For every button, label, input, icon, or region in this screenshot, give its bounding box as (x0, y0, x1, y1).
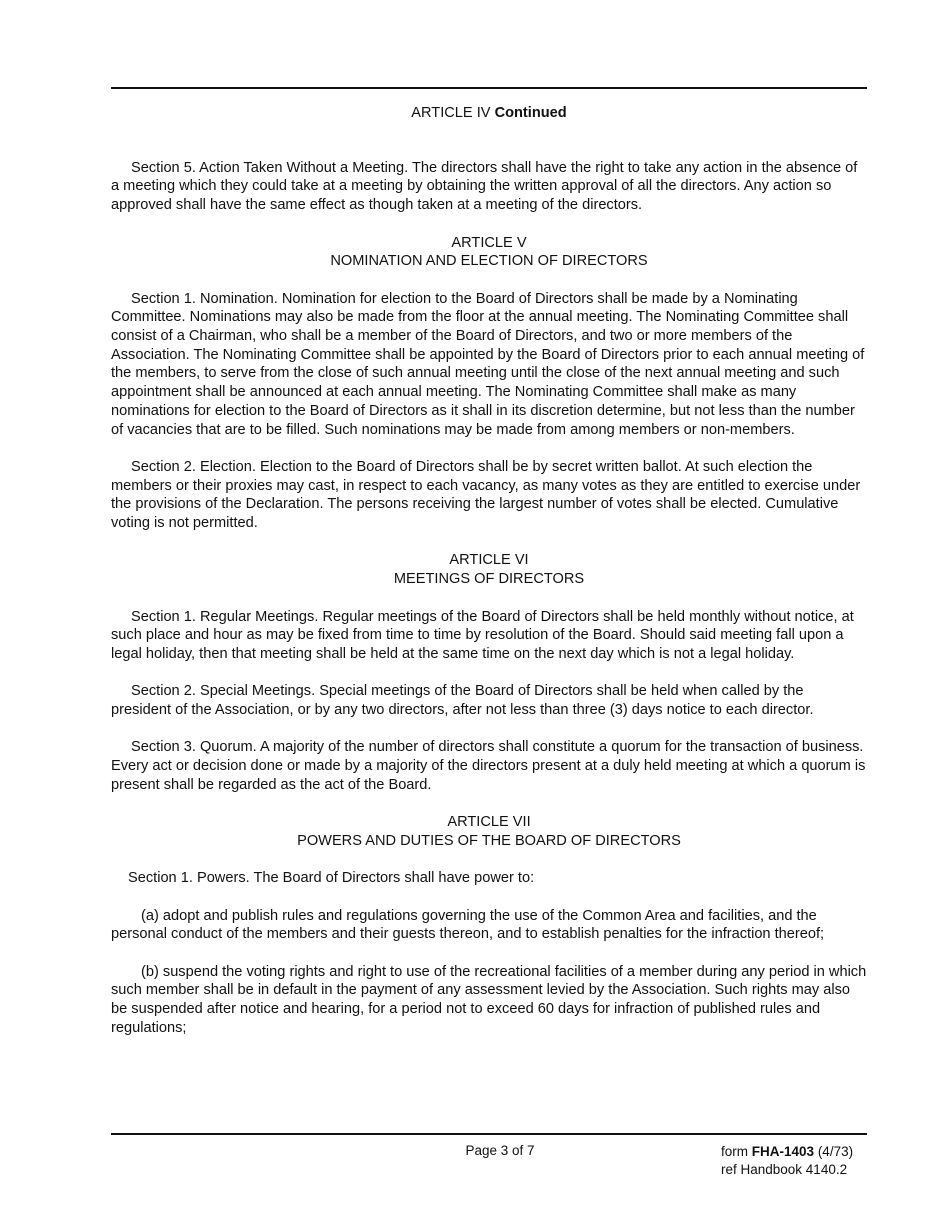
article-vii-item-b: (b) suspend the voting rights and right to use of the recreational facilities of a member during any period in which such member shall be in default in the payment of any assessment levied by the Association. Such rights may also be suspended after notice and hearing, for a period not to exceed 60 days for infraction of published rules and regulations; (111, 963, 867, 1036)
form-reference (721, 1143, 853, 1178)
form-date: (4/73) (817, 1144, 854, 1159)
article-v-section-1: Section 1. Nomination. Nomination for election to the Board of Directors shall be made by a Nominating Committee. Nominations may also be made from the floor at the annual meeting. The Nominating Committee shall consist of a Chairman, who shall be a member of the Board of Directors, and two or more members of the Association. The Nominating Committee shall be appointed by the Board of Directors prior to each annual meeting of the members, to serve from the close of such annual meeting until the close of the next annual meeting and such appointment shall be announced at each annual meeting. The Nominating Committee shall make as many nominations for election to the Board of Directors as it shall in its discretion determine, but not less than the number of vacancies that are to be filled. Such nominations may be made from among members or non-members. (111, 290, 865, 438)
document-body (111, 104, 867, 1038)
article-v-subtitle: NOMINATION AND ELECTION OF DIRECTORS (330, 253, 648, 270)
article-iv-section-5: Section 5. Action Taken Without a Meeting. The directors shall have the right to take any action in the absence of a meeting which they could take at a meeting by obtaining the written approval of all the directors. Any action so approved shall have the same effect as though taken at a meeting of the directors. (111, 159, 858, 214)
page-number: Page 3 of 7 (465, 1143, 535, 1158)
article-v-section-2: Section 2. Election. Election to the Board of Directors shall be by secret written ballot. At such election the members or their proxies may cast, in respect to each vacancy, as many votes as they are entitled to exercise under the provisions of the Declaration. The persons receiving the largest number of votes shall be elected. Cumulative voting is not permitted. (111, 458, 861, 532)
article-vi-section-2: Section 2. Special Meetings. Special meetings of the Board of Directors shall be held when called by the president of the Association, or by any two directors, after not less than three (3) days notice to each director. (111, 683, 814, 718)
article-vii-title: ARTICLE VII (447, 814, 531, 831)
article-vi-section-1: Section 1. Regular Meetings. Regular meetings of the Board of Directors shall be held monthly without notice, at such place and hour as may be fixed from time to time by resolution of the Board. Should said meeting fall upon a legal holiday, then that meeting shall be held at the same time on the next day which is not a legal holiday. (111, 608, 854, 662)
footer-rule (111, 1133, 867, 1135)
continued-label: Continued (494, 105, 567, 121)
form-number: FHA-1403 (751, 1144, 815, 1159)
article-v-title: ARTICLE V (451, 234, 527, 251)
article-vi-title: ARTICLE VI (449, 552, 529, 569)
form-prefix: form (721, 1144, 748, 1159)
article-vi-section-3: Section 3. Quorum. A majority of the number of directors shall constitute a quorum for the transaction of business. Every act or decision done or made by a majority of the directors present at a duly held meeting at which a quorum is present shall be regarded as the act of the Board. (111, 739, 866, 793)
header-rule (111, 87, 867, 89)
article-vii-item-a: (a) adopt and publish rules and regulations governing the use of the Common Area and facilities, and the personal conduct of the members and their guests thereon, and to establish penalties for the infraction thereof; (111, 907, 825, 943)
article-iv-continued-heading (111, 104, 867, 123)
article-vi-subtitle: MEETINGS OF DIRECTORS (393, 571, 585, 588)
article-vii-subtitle: POWERS AND DUTIES OF THE BOARD OF DIRECTORS (297, 832, 681, 849)
form-line (721, 1143, 853, 1161)
article-iv-label: ARTICLE IV (411, 105, 491, 121)
handbook-reference: ref Handbook 4140.2 (721, 1161, 848, 1177)
article-vii-section-1: Section 1. Powers. The Board of Directors shall have power to: (128, 870, 535, 887)
